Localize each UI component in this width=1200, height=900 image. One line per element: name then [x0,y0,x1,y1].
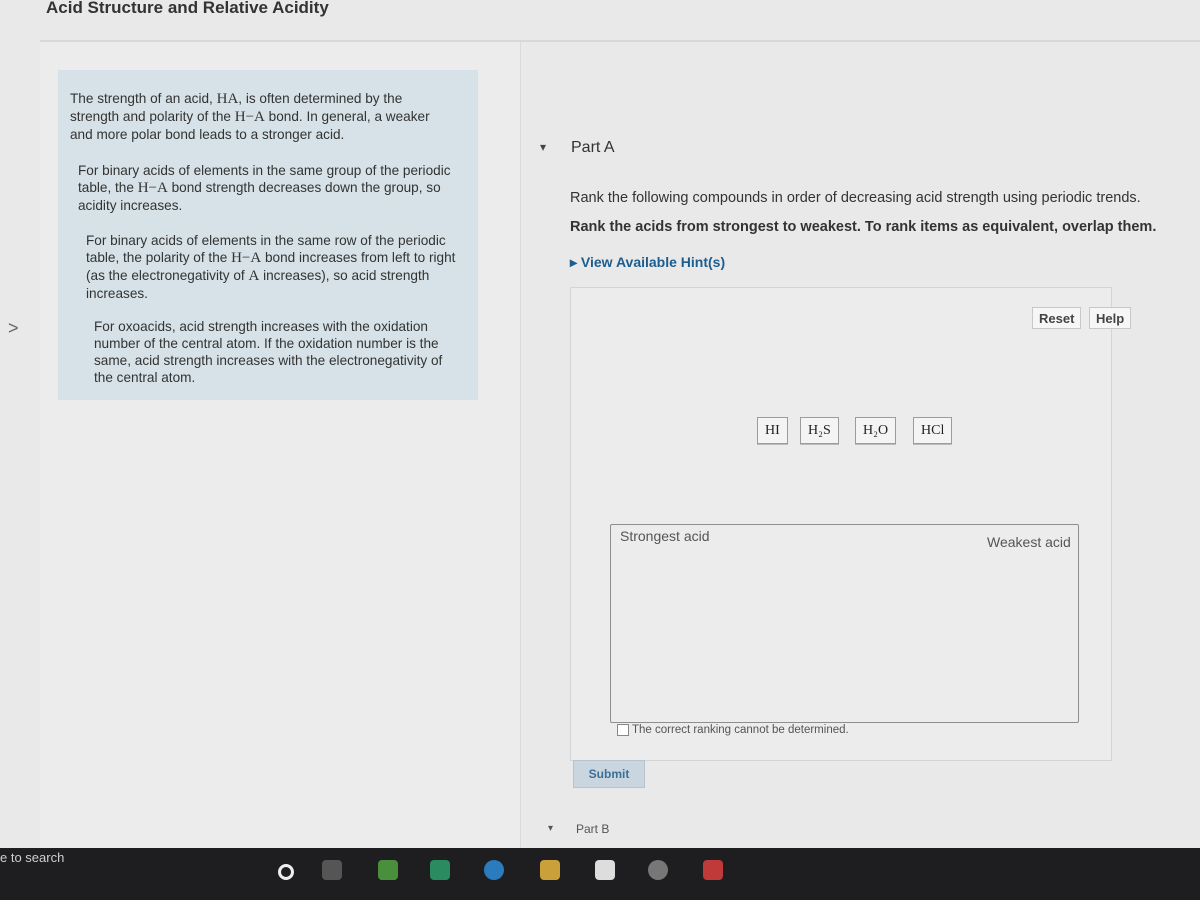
weakest-acid-label: Weakest acid [987,534,1071,550]
submit-button[interactable]: Submit [573,760,645,788]
chip-h2o[interactable]: H₂O [855,417,896,444]
edge-icon[interactable] [484,860,504,880]
help-button[interactable]: Help [1089,307,1131,329]
intro-paragraph-1: The strength of an acid, HA, is often determined by the strength and polarity of the H−A bond. In general, a weaker and more polar bond leads to a stronger acid. [70,91,430,142]
cannot-determine-label: The correct ranking cannot be determined. [632,724,849,736]
part-b-collapse-icon[interactable]: ▾ [548,823,554,834]
strongest-acid-label: Strongest acid [620,528,710,544]
ranking-target-box[interactable] [610,524,1079,723]
file-explorer-icon[interactable] [540,860,560,880]
chrome-icon[interactable] [378,860,398,880]
intro-box [58,70,478,400]
instruction-text: Rank the following compounds in order of decreasing acid strength using periodic trends. [570,190,1141,206]
intro-paragraph-4: For oxoacids, acid strength increases with the oxidation number of the central atom. If the oxidation number is the same, acid strength increases with the electronegativity of the central atom. [94,319,443,385]
globe-icon[interactable] [648,860,668,880]
page-title: Acid Structure and Relative Acidity [46,0,329,17]
chip-hi[interactable]: HI [757,417,788,444]
part-b-label[interactable]: Part B [576,822,610,836]
part-a-label[interactable]: Part A [571,139,615,156]
chip-hcl[interactable]: HCl [913,417,952,444]
chip-h2s[interactable]: H₂S [800,417,839,444]
view-hints-link[interactable]: ▸ View Available Hint(s) [570,254,726,270]
app-icon[interactable] [430,860,450,880]
intro-paragraph-3: For binary acids of elements in the same row of the periodic table, the polarity of the H−A bond increases from left to right (as the electronegativity of A increases), so acid strength increases. [86,233,456,301]
task-view-icon[interactable] [322,860,342,880]
expand-arrow-icon[interactable]: > [8,318,19,338]
cortana-icon[interactable] [278,864,294,880]
reset-button[interactable]: Reset [1032,307,1081,329]
store-icon[interactable] [595,860,615,880]
taskbar-search[interactable]: e to search [0,850,65,865]
part-a-collapse-icon[interactable]: ▾ [540,140,547,154]
ranking-instruction: Rank the acids from strongest to weakest. To rank items as equivalent, overlap them. [570,219,1157,235]
intro-paragraph-2: For binary acids of elements in the same group of the periodic table, the H−A bond strength decreases down the group, so acidity increases. [78,163,451,213]
office-icon[interactable] [703,860,723,880]
cannot-determine-checkbox[interactable] [617,724,629,736]
